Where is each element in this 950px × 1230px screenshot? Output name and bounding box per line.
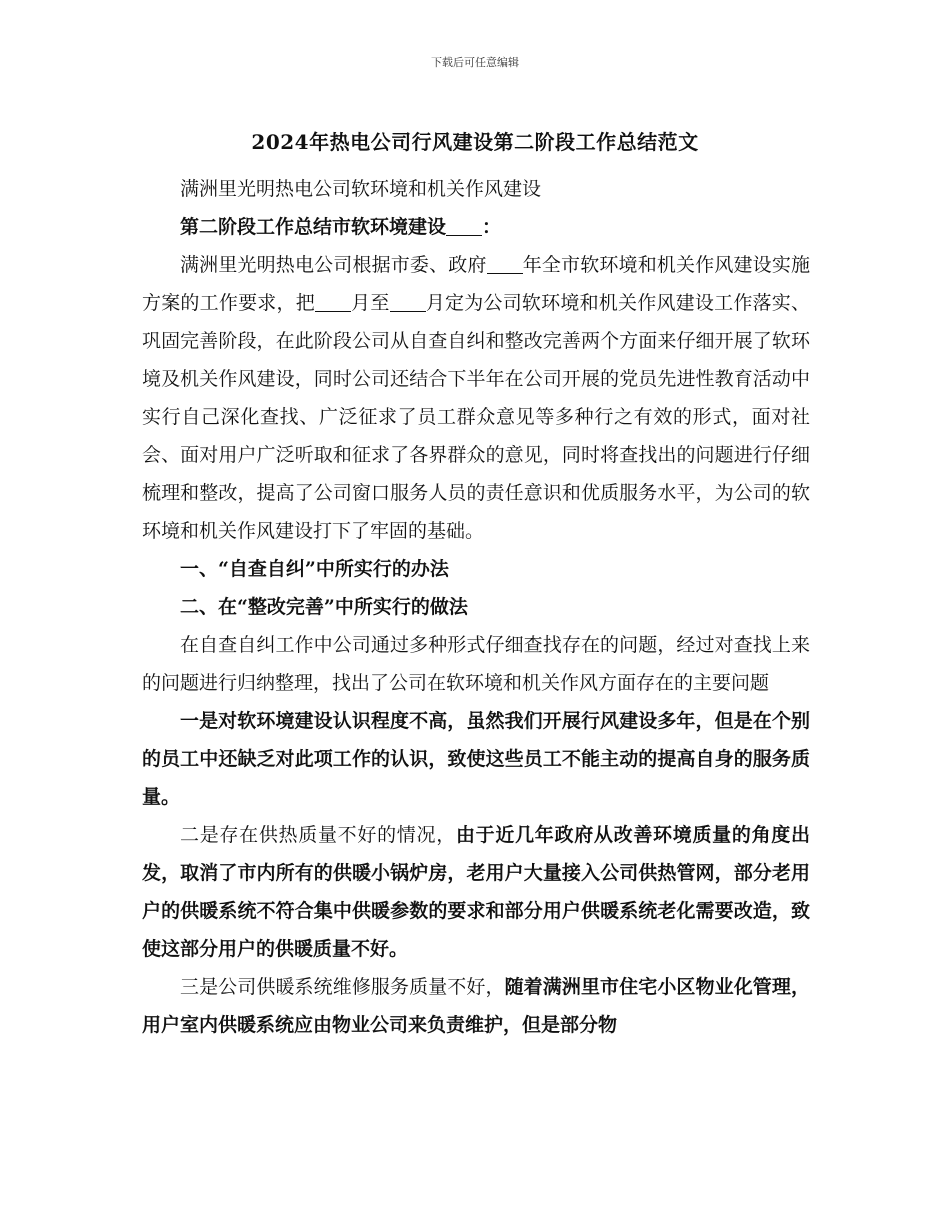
section-heading-1: 一、“自查自纠”中所实行的办法 — [180, 558, 449, 580]
paragraph-3: 一是对软环境建设认识程度不高，虽然我们开展行风建设多年，但是在个别的员工中还缺乏对此项工作的认识，致使这些员工不能主动的提高自身的服务质量。 — [142, 710, 810, 808]
intro-line-2 — [142, 208, 810, 246]
intro-line-1: 满洲里光明热电公司软环境和机关作风建设 — [180, 178, 542, 200]
paragraph-1-part-4: 月定为公司软环境和机关作风建设工作落实、巩固完善阶段，在此阶段公司从自查自纠和整改完善两个方面来仔细开展了软环境及机关作风建设，同时公司还结合下半年在公司开展的党员先进性教育活动中实行自己深化查找、广泛征求了员工群众意见等多种行之有效的形式，面对社会、面对用户广泛听取和征求了各界群众的意见，同时将查找出的问题进行仔细梳理和整改，提高了公司窗口服务人员的责任意识和优质服务水平，为公司的软环境和机关作风建设打下了牢固的基础。 — [142, 292, 810, 542]
intro-line-2-colon: ： — [482, 216, 502, 238]
paragraph-4 — [142, 816, 810, 968]
document-title: 2024年热电公司行风建设第二阶段工作总结范文 — [251, 130, 699, 154]
blank-underline — [390, 292, 426, 312]
section-heading-2: 二、在“整改完善”中所实行的做法 — [180, 596, 468, 618]
paragraph-5 — [142, 968, 810, 1044]
paragraph-4-lead: 二是存在供热质量不好的情况， — [180, 824, 456, 846]
paragraph-1-part-3: 月至 — [350, 292, 390, 314]
document-body — [142, 170, 810, 1044]
intro-line-2-text: 第二阶段工作总结市软环境建设 — [180, 216, 447, 238]
paragraph-1-part-1: 满洲里光明热电公司根据市委、政府 — [180, 254, 487, 276]
blank-underline — [446, 216, 482, 236]
paragraph-4-rest: 由于近几年政府从改善环境质量的角度出发，取消了市内所有的供暖小锅炉房，老用户大量接入公司供热管网，部分老用户的供暖系统不符合集中供暖参数的要求和部分用户供暖系统老化需要改造，致使这部分用户的供暖质量不好。 — [142, 824, 810, 960]
paragraph-5-lead: 三是公司供暖系统维修服务质量不好， — [180, 976, 505, 998]
page-header: 下载后可任意编辑 — [431, 56, 519, 69]
blank-underline — [487, 254, 523, 274]
paragraph-1 — [142, 246, 810, 550]
paragraph-2: 在自查自纠工作中公司通过多种形式仔细查找存在的问题，经过对查找上来的问题进行归纳整理，找出了公司在软环境和机关作风方面存在的主要问题 — [142, 634, 810, 694]
paragraph-1-part-2: 年全市软环境和机关作风建设实施方案的工作要求，把 — [142, 254, 810, 314]
paragraph-5-rest: 随着满洲里市住宅小区物业化管理，用户室内供暖系统应由物业公司来负责维护，但是部分物 — [142, 976, 810, 1036]
blank-underline — [315, 292, 351, 312]
